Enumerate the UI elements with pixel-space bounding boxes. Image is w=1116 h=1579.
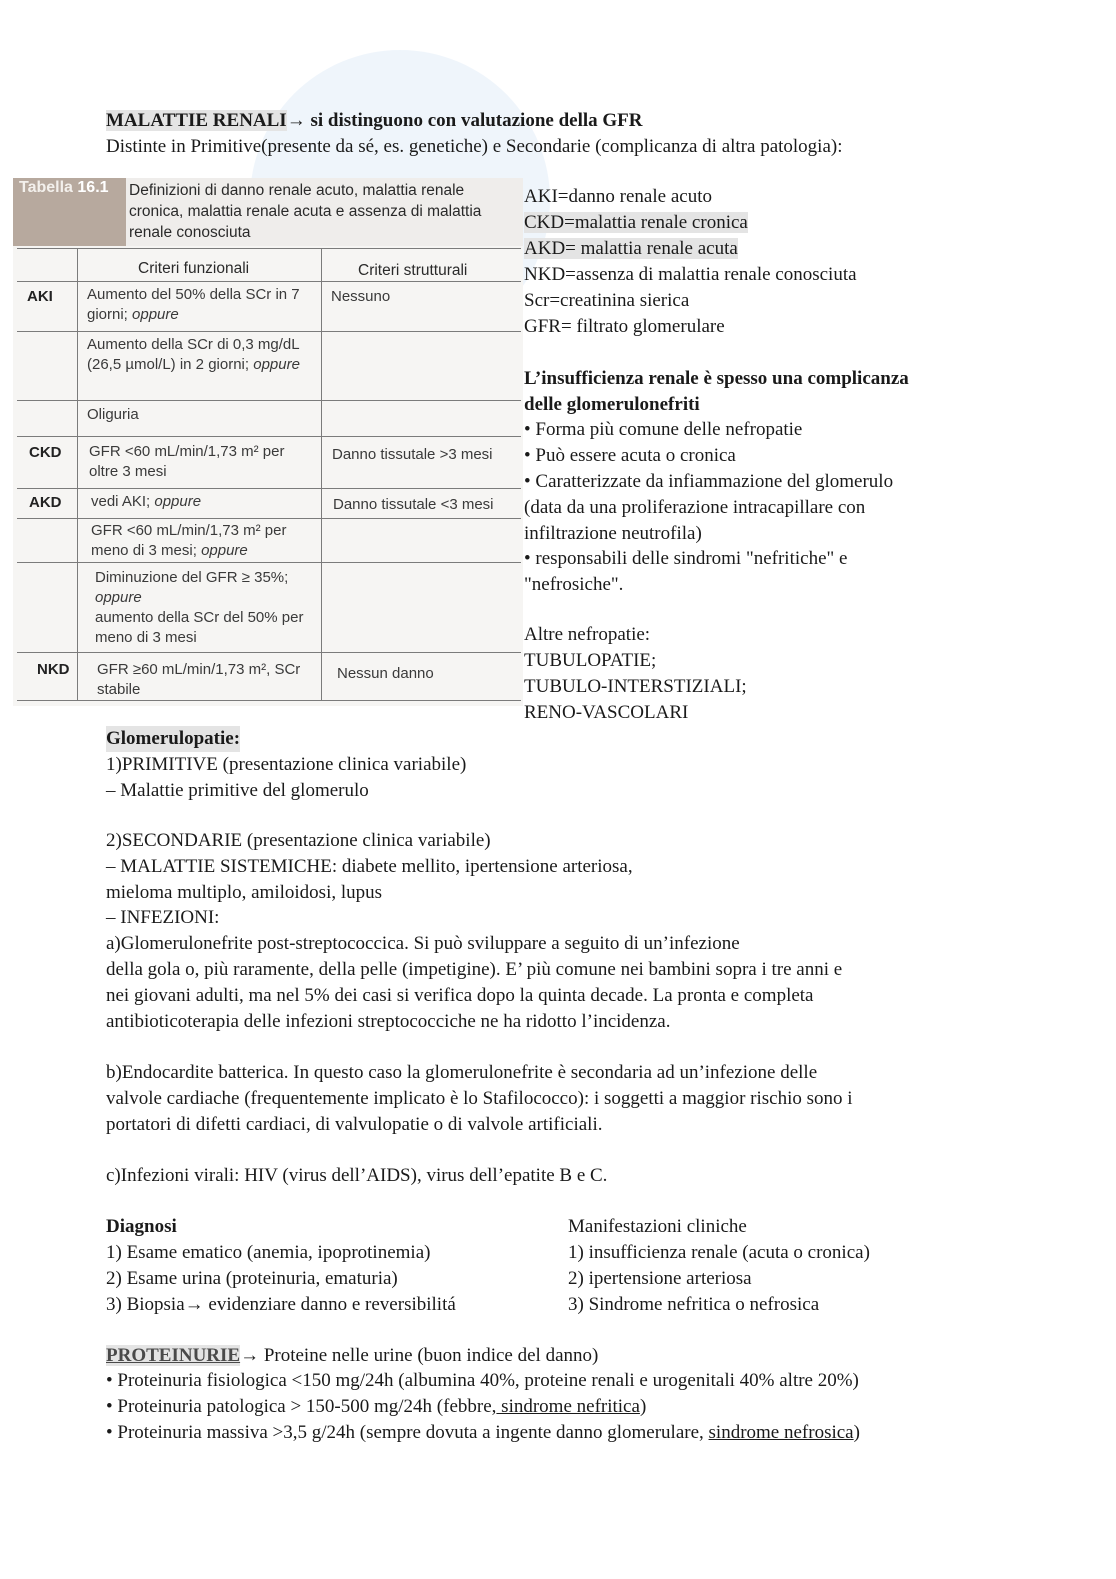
table-cell: Aumento del 50% della SCr in 7 giorni; oppure bbox=[87, 286, 300, 323]
insufficiency-line: infiltrazione neutrofila) bbox=[524, 523, 702, 544]
glomerulopathies-line: 2)SECONDARIE (presentazione clinica variabile) bbox=[106, 830, 491, 851]
glomerulopathies-line: mieloma multiplo, amiloidosi, lupus bbox=[106, 882, 383, 903]
glossary-item: CKD=malattia renale cronica bbox=[524, 212, 748, 233]
table-caption: Definizioni di danno renale acuto, malattia renale cronica, malattia renale acuta e assenza di malattia renale conosciuta bbox=[129, 182, 482, 241]
glomerulopathies-line: nei giovani adulti, ma nel 5% dei casi si verifica dopo la quinta decade. La pronta e completa bbox=[106, 985, 814, 1006]
manifestations-heading: Manifestazioni cliniche bbox=[568, 1216, 747, 1237]
glomerulopathies-line: – INFEZIONI: bbox=[106, 907, 220, 928]
insufficiency-heading: L’insufficienza renale è spesso una complicanza bbox=[524, 368, 909, 389]
other-item: TUBULOPATIE; bbox=[524, 650, 657, 671]
table-cell: vedi AKI; oppure bbox=[91, 493, 202, 510]
page-title bbox=[106, 108, 643, 134]
table-cell: GFR <60 mL/min/1,73 m² per meno di 3 mesi; oppure bbox=[91, 522, 287, 559]
insufficiency-line: • Forma più comune delle nefropatie bbox=[524, 419, 803, 440]
table-badge-label: Tabella bbox=[19, 179, 73, 196]
arrow-icon: → bbox=[286, 110, 306, 131]
table-cell: Oliguria bbox=[87, 406, 139, 423]
insufficiency-line: "nefrosiche". bbox=[524, 574, 624, 595]
insufficiency-line: • Caratterizzate da infiammazione del glomerulo bbox=[524, 471, 894, 492]
table-cell: Diminuzione del GFR ≥ 35%; oppure aumento della SCr del 50% per meno di 3 mesi bbox=[95, 569, 304, 646]
insufficiency-heading: delle glomerulonefriti bbox=[524, 394, 700, 415]
glomerulopathies-line: c)Infezioni virali: HIV (virus dell’AIDS), virus dell’epatite B e C. bbox=[106, 1165, 608, 1186]
glomerulopathies-line: della gola o, più raramente, della pelle (impetigine). E’ più comune nei bambini sopra i tre anni e bbox=[106, 959, 843, 980]
glomerulopathies-line: valvole cardiache (frequentemente implicato è lo Stafilococco): i soggetti a maggior rischio sono i bbox=[106, 1088, 853, 1109]
proteinuria-line: • Proteinuria fisiologica <150 mg/24h (albumina 40%, proteine renali e urogenitali 40% altre 20%) bbox=[106, 1370, 859, 1391]
row-label-akd: AKD bbox=[29, 494, 62, 511]
proteinuria-line: • Proteinuria massiva >3,5 g/24h (sempre dovuta a ingente danno glomerulare, sindrome nefrosica) bbox=[106, 1422, 860, 1443]
other-heading: Altre nefropatie: bbox=[524, 624, 651, 645]
glossary-item: AKI=danno renale acuto bbox=[524, 186, 712, 207]
proteinuria-heading-line bbox=[106, 1343, 598, 1369]
nephrotic-link: sindrome nefrosica bbox=[708, 1422, 854, 1443]
insufficiency-line: • Può essere acuta o cronica bbox=[524, 445, 736, 466]
insufficiency-line: • responsabili delle sindromi "nefritiche" e bbox=[524, 548, 848, 569]
glomerulopathies-line: b)Endocardite batterica. In questo caso la glomerulonefrite è secondaria ad un’infezione delle bbox=[106, 1062, 818, 1083]
proteinuria-heading-rest: Proteine nelle urine (buon indice del danno) bbox=[263, 1345, 599, 1366]
glossary-item: GFR= filtrato glomerulare bbox=[524, 316, 725, 337]
other-item: RENO-VASCOLARI bbox=[524, 702, 689, 723]
glomerulopathies-line: – MALATTIE SISTEMICHE: diabete mellito, ipertensione arteriosa, bbox=[106, 856, 633, 877]
table-cell: GFR ≥60 mL/min/1,73 m², SCr stabile bbox=[97, 661, 301, 698]
row-label-nkd: NKD bbox=[37, 661, 70, 678]
insufficiency-line: (data da una proliferazione intracapillare con bbox=[524, 497, 866, 518]
glossary-item: AKD= malattia renale acuta bbox=[524, 238, 738, 259]
table-header bbox=[13, 178, 523, 246]
glomerulopathies-line: portatori di difetti cardiaci, di valvulopatie o di valvole artificiali. bbox=[106, 1114, 603, 1135]
title-rest: si distinguono con valutazione della GFR bbox=[310, 110, 643, 131]
diagnosis-item: 3) Biopsia→ evidenziare danno e reversibilitá bbox=[106, 1294, 456, 1315]
row-label-aki: AKI bbox=[27, 288, 53, 305]
diagnosis-item: 1) Esame ematico (anemia, ipoprotinemia) bbox=[106, 1242, 431, 1263]
table-badge bbox=[13, 178, 126, 246]
glomerulopathies-line: – Malattie primitive del glomerulo bbox=[106, 780, 369, 801]
glomerulopathies-line: a)Glomerulonefrite post-streptococcica. Si può sviluppare a seguito di un’infezione bbox=[106, 933, 740, 954]
table-cell: Danno tissutale <3 mesi bbox=[333, 496, 494, 513]
table-cell: Nessun danno bbox=[337, 665, 434, 682]
proteinuria-line: • Proteinuria patologica > 150-500 mg/24h (febbre, sindrome nefritica) bbox=[106, 1396, 647, 1417]
table-cell: Nessuno bbox=[331, 288, 391, 305]
nephritic-link: sindrome nefritica bbox=[496, 1396, 640, 1417]
col-functional: Criteri funzionali bbox=[138, 260, 250, 277]
title-main: MALATTIE RENALI bbox=[106, 110, 287, 131]
table-image bbox=[13, 178, 523, 706]
proteinuria-heading: PROTEINURIE bbox=[106, 1345, 241, 1366]
manifestations-item: 2) ipertensione arteriosa bbox=[568, 1268, 752, 1289]
row-label-ckd: CKD bbox=[29, 444, 62, 461]
intro-line: Distinte in Primitive(presente da sé, es. genetiche) e Secondarie (complicanza di altra patologia): bbox=[106, 136, 843, 157]
diagnosis-item: 2) Esame urina (proteinuria, ematuria) bbox=[106, 1268, 398, 1289]
glomerulopathies-heading: Glomerulopatie: bbox=[106, 726, 240, 752]
other-item: TUBULO-INTERSTIZIALI; bbox=[524, 676, 747, 697]
manifestations-item: 1) insufficienza renale (acuta o cronica) bbox=[568, 1242, 870, 1263]
manifestations-item: 3) Sindrome nefritica o nefrosica bbox=[568, 1294, 820, 1315]
arrow-icon: → bbox=[240, 1345, 260, 1366]
table-cell: Aumento della SCr di 0,3 mg/dL (26,5 µmol/L) in 2 giorni; oppure bbox=[87, 336, 300, 373]
glossary-item: NKD=assenza di malattia renale conosciuta bbox=[524, 264, 857, 285]
glomerulopathies-line: antibioticoterapia delle infezioni streptococciche ne ha ridotto l’incidenza. bbox=[106, 1011, 671, 1032]
table-badge-number: 16.1 bbox=[77, 179, 109, 196]
glossary-item: Scr=creatinina sierica bbox=[524, 290, 690, 311]
table-cell: Danno tissutale >3 mesi bbox=[332, 446, 493, 463]
diagnosis-heading: Diagnosi bbox=[106, 1216, 177, 1237]
col-structural: Criteri strutturali bbox=[358, 262, 468, 279]
table-cell: GFR <60 mL/min/1,73 m² per oltre 3 mesi bbox=[89, 443, 285, 480]
glomerulopathies-line: 1)PRIMITIVE (presentazione clinica variabile) bbox=[106, 754, 467, 775]
